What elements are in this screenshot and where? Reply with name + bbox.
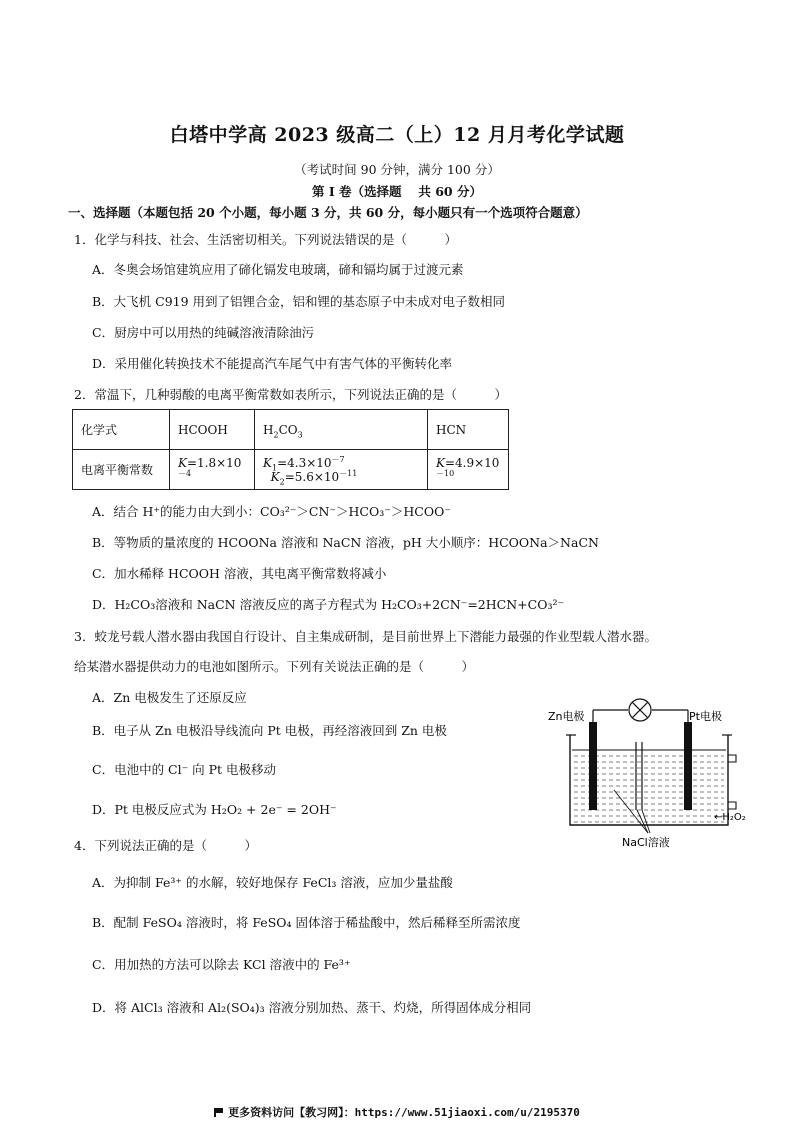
q2-option-a: A．结合 H⁺的能力由大到小：CO₃²⁻＞CN⁻＞HCO₃⁻＞HCOO⁻ xyxy=(92,504,451,519)
k2-subscript: 2 xyxy=(279,476,285,486)
exam-subtitle: （考试时间 90 分钟，满分 100 分） xyxy=(294,162,500,177)
flag-icon xyxy=(214,1108,224,1117)
h2co3-h: H xyxy=(263,422,274,437)
q4-option-b: B．配制 FeSO₄ 溶液时，将 FeSO₄ 固体溶于稀盐酸中，然后稀释至所需浓度 xyxy=(92,915,521,930)
table-row-label: 电离平衡常数 xyxy=(73,450,170,490)
k-symbol: K xyxy=(178,455,187,470)
k1-subscript: 1 xyxy=(271,462,278,472)
battery-diagram xyxy=(548,690,758,850)
ionization-constant-table xyxy=(72,409,509,490)
table-header-formula: 化学式 xyxy=(73,410,170,450)
q2-option-c: C．加水稀释 HCOOH 溶液，其电离平衡常数将减小 xyxy=(92,566,387,581)
q2-option-b: B．等物质的量浓度的 HCOONa 溶液和 NaCN 溶液，pH 大小顺序：HCOONa＞NaCN xyxy=(92,535,599,550)
nacl-label: NaCl溶液 xyxy=(622,836,670,849)
k1-exponent: －7 xyxy=(331,454,345,464)
h2co3-sub-2: 2 xyxy=(273,429,279,439)
q3-option-c: C．电池中的 Cl⁻ 向 Pt 电极移动 xyxy=(92,762,277,777)
table-header-hcn: HCN xyxy=(428,410,509,450)
table-header-hcooh: HCOOH xyxy=(170,410,255,450)
q1-option-c: C．厨房中可以用热的纯碱溶液清除油污 xyxy=(92,325,315,340)
q2-stem: 2．常温下，几种弱酸的电离平衡常数如表所示，下列说法正确的是（ ） xyxy=(74,387,507,402)
q1-option-d: D．采用催化转换技术不能提高汽车尾气中有害气体的平衡转化率 xyxy=(92,356,453,371)
q3-stem-line2: 给某潜水器提供动力的电池如图所示。下列有关说法正确的是（ ） xyxy=(74,659,475,674)
k-exponent: －10 xyxy=(436,468,455,478)
zn-label: Zn电极 xyxy=(548,710,585,723)
exam-title: 白塔中学高 2023 级高二（上）12 月月考化学试题 xyxy=(169,124,625,146)
section-heading: 第 I 卷（选择题 共 60 分） xyxy=(311,184,482,199)
q4-option-d: D．将 AlCl₃ 溶液和 Al₂(SO₄)₃ 溶液分别加热、蒸干、灼烧，所得固体成分相同 xyxy=(92,1000,532,1015)
q3-option-b: B．电子从 Zn 电极沿导线流向 Pt 电极，再经溶液回到 Zn 电极 xyxy=(92,723,447,738)
q3-stem-line1: 3．蛟龙号载人潜水器由我国自行设计、自主集成研制，是目前世界上下潜能力最强的作业型载人潜水器。 xyxy=(74,629,657,644)
k2-value: =5.6×10 xyxy=(284,469,340,484)
k-symbol: K xyxy=(436,455,445,470)
k2-exponent: －11 xyxy=(339,468,358,478)
battery-diagram-svg xyxy=(548,690,758,850)
zn-electrode xyxy=(589,722,597,810)
table-cell-hcooh-k xyxy=(170,450,255,490)
q4-option-c: C．用加热的方法可以除去 KCl 溶液中的 Fe³⁺ xyxy=(92,957,351,972)
k1-symbol: K xyxy=(263,455,272,470)
pt-label: Pt电极 xyxy=(689,710,722,723)
table-row xyxy=(73,450,509,490)
table-header-h2co3 xyxy=(255,410,428,450)
table-row xyxy=(73,410,509,450)
pt-electrode xyxy=(684,722,692,810)
q4-option-a: A．为抑制 Fe³⁺ 的水解，较好地保存 FeCl₃ 溶液，应加少量盐酸 xyxy=(92,875,453,890)
q1-option-a: A．冬奥会场馆建筑应用了碲化镉发电玻璃，碲和镉均属于过渡元素 xyxy=(92,262,464,277)
table-cell-hcn-k xyxy=(428,450,509,490)
q1-stem: 1．化学与科技、社会、生活密切相关。下列说法错误的是（ ） xyxy=(74,232,457,247)
q4-stem: 4．下列说法正确的是（ ） xyxy=(74,838,257,853)
inlet xyxy=(728,802,736,809)
footer-link[interactable]: 更多资料访问【教习网】：https://www.51jiaoxi.com/u/2195370 xyxy=(228,1106,580,1119)
table-cell-h2co3-k xyxy=(255,450,428,490)
k-value: =1.8×10 xyxy=(186,455,242,470)
h2co3-co: CO xyxy=(278,422,298,437)
outlet xyxy=(728,755,736,762)
k-value: =4.9×10 xyxy=(444,455,500,470)
q3-option-a: A．Zn 电极发生了还原反应 xyxy=(92,690,247,705)
h2o2-label: ←H₂O₂ xyxy=(714,812,746,823)
h2co3-sub-3: 3 xyxy=(297,429,303,439)
part-heading: 一、选择题（本题包括 20 个小题，每小题 3 分，共 60 分，每小题只有一个选项符合题意） xyxy=(68,205,588,220)
k-exponent: －4 xyxy=(178,468,192,478)
q2-option-d: D．H₂CO₃溶液和 NaCN 溶液反应的离子方程式为 H₂CO₃+2CN⁻=2HCN+CO₃²⁻ xyxy=(92,597,565,612)
k1-value: =4.3×10 xyxy=(277,455,332,470)
q1-option-b: B．大飞机 C919 用到了铝锂合金，铝和锂的基态原子中未成对电子数相同 xyxy=(92,294,506,309)
k2-symbol: K xyxy=(263,469,280,484)
q3-option-d: D．Pt 电极反应式为 H₂O₂ + 2e⁻ = 2OH⁻ xyxy=(92,802,337,817)
footer xyxy=(0,1104,794,1120)
